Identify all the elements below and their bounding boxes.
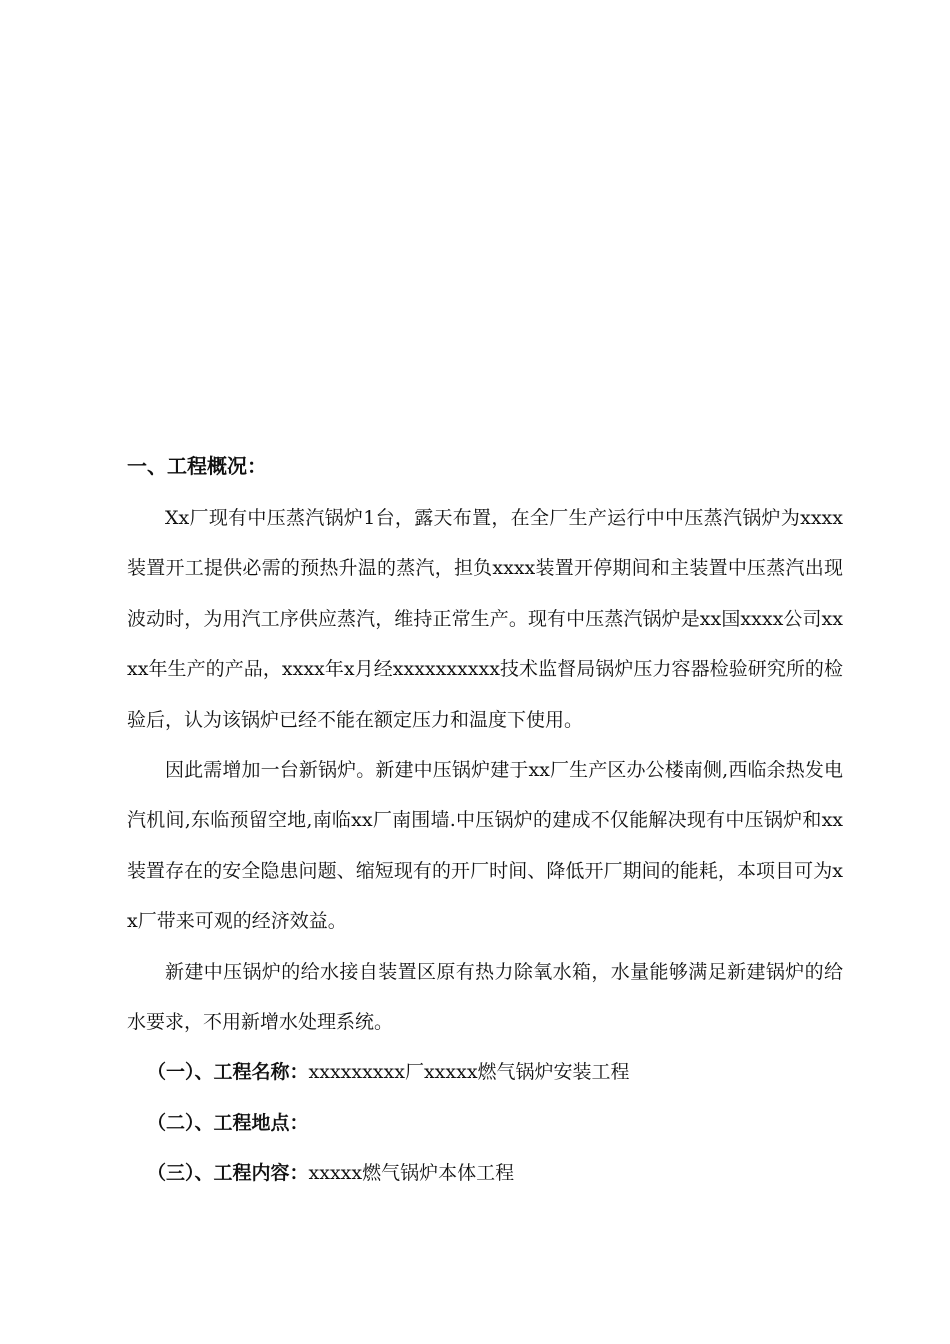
section-heading: 一、工程概况：	[127, 454, 267, 478]
paragraph-overview: Xx厂现有中压蒸汽锅炉1台，露天布置，在全厂生产运行中中压蒸汽锅炉为xxxx装置开工提供必需的预热升温的蒸汽，担负xxxx装置开停期间和主装置中压蒸汽出现波动时，为用汽工序供应蒸汽，维持正常生产。现有中压蒸汽锅炉是xx国xxxx公司xxxx年生产的产品，xxxx年x月经xxxxxxxxxx技术监督局锅炉压力容器检验研究所的检验后，认为该锅炉已经不能在额定压力和温度下使用。	[127, 507, 843, 731]
paragraph-new-boiler: 因此需增加一台新锅炉。新建中压锅炉建于xx厂生产区办公楼南侧,西临余热发电汽机间,东临预留空地,南临xx厂南围墙.中压锅炉的建成不仅能解决现有中压锅炉和xx装置存在的安全隐患问题、缩短现有的开厂时间、降低开厂期间的能耗，本项目可为xx厂带来可观的经济效益。	[127, 759, 843, 933]
item-project-content-label: （三）、工程内容：	[147, 1162, 309, 1185]
item-project-location	[127, 1098, 843, 1148]
item-project-content	[127, 1148, 843, 1198]
item-project-name-value: xxxxxxxxx厂xxxxx燃气锅炉安装工程	[308, 1061, 630, 1084]
item-project-name	[127, 1047, 843, 1097]
paragraph-water-supply: 新建中压锅炉的给水接自装置区原有热力除氧水箱，水量能够满足新建锅炉的给水要求，不用新增水处理系统。	[127, 960, 843, 1034]
document-content	[127, 447, 843, 1199]
item-project-location-label: （二）、工程地点：	[147, 1111, 309, 1134]
item-project-name-label: （一）、工程名称：	[147, 1061, 309, 1084]
item-project-content-value: xxxxx燃气锅炉本体工程	[308, 1162, 515, 1185]
